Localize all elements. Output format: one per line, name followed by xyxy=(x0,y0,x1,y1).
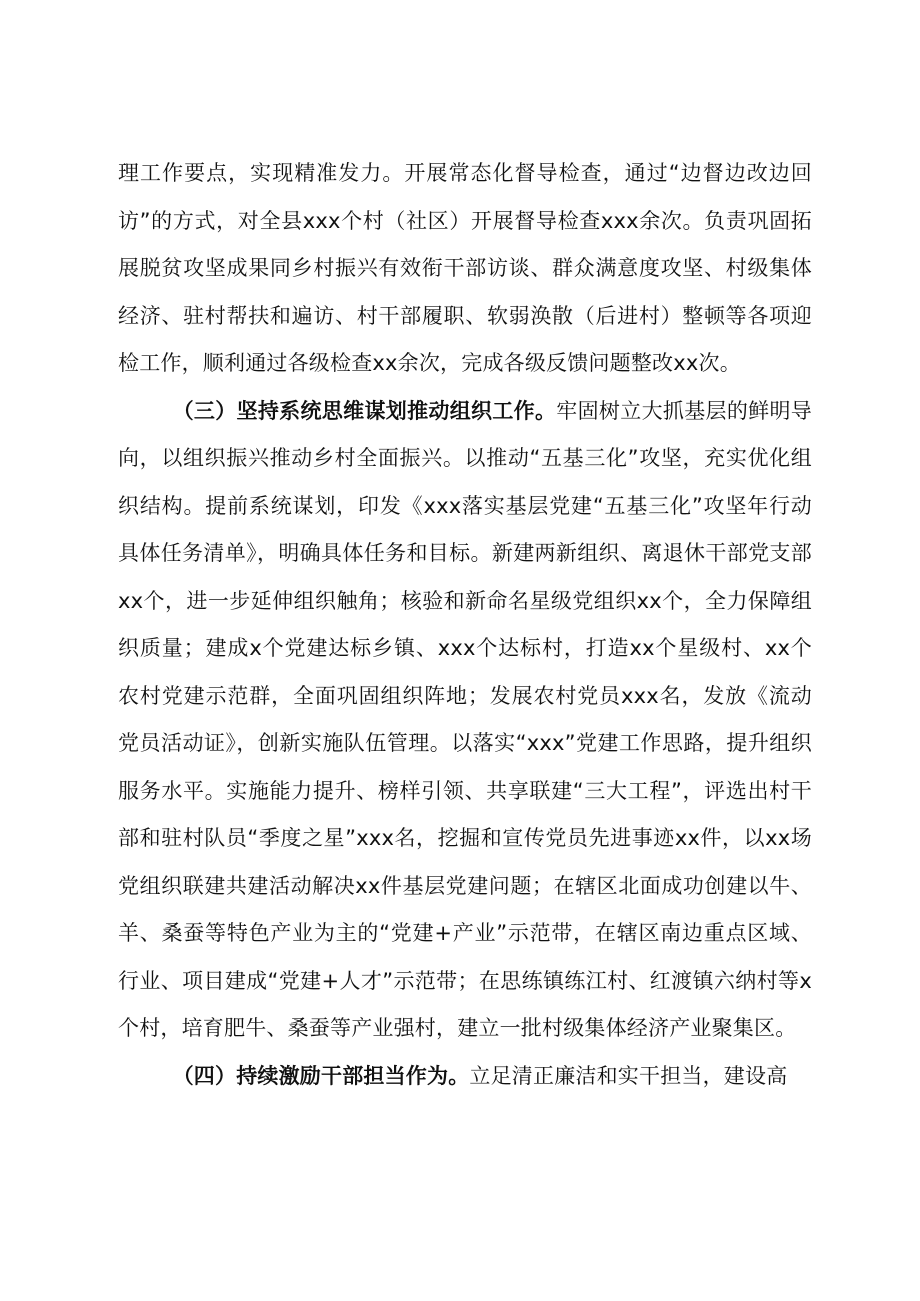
paragraph-text: 立足清正廉洁和实干担当，建设高 xyxy=(469,1063,788,1088)
paragraph-text: 牢固树立大抓基层的鲜明导向，以组织振兴推动乡村全面振兴。以推动“五基三化”攻坚，充实优化组织结构。提前系统谋划，印发《xxx落实基层党建“五基三化”攻坚年行动具体任务清单》，明确具体任务和目标。新建两新组织、离退休干部党支部xx个，进一步延伸组织触角；核验和新命名星级党组织xx个，全力保障组织质量；建成x个党建达标乡镇、xxx个达标村，打造xx个星级村、xx个农村党建示范群，全面巩固组织阵地；发展农村党员xxx名，发放《流动党员活动证》，创新实施队伍管理。以落实“xxx”党建工作思路，提升组织服务水平。实施能力提升、榜样引领、共享联建“三大工程”，评选出村干部和驻村队员“季度之星”xxx名，挖掘和宣传党员先进事迹xx件，以xx场党组织联建共建活动解决xx件基层党建问题；在辖区北面成功创建以牛、羊、桑蚕等特色产业为主的“党建+产业”示范带，在辖区南边重点区域、行业、项目建成“党建+人才”示范带；在思练镇练江村、红渡镇六纳村等x个村，培育肥牛、桑蚕等产业强村，建立一批村级集体经济产业聚集区。 xyxy=(118,398,812,1040)
document-body xyxy=(118,150,812,1100)
section-heading: （三）坚持系统思维谋划推动组织工作。 xyxy=(172,398,557,423)
paragraph-section-three xyxy=(118,388,812,1053)
paragraph-text: 理工作要点，实现精准发力。开展常态化督导检查，通过“边督边改边回访”的方式，对全县xxx个村（社区）开展督导检查xxx余次。负责巩固拓展脱贫攻坚成果同乡村振兴有效衔干部访谈、群众满意度攻坚、村级集体经济、驻村帮扶和遍访、村干部履职、软弱涣散（后进村）整顿等各项迎检工作，顺利通过各级检查xx余次，完成各级反馈问题整改xx次。 xyxy=(118,161,812,375)
paragraph-section-four xyxy=(118,1053,812,1101)
paragraph-continuation xyxy=(118,150,812,388)
section-heading: （四）持续激励干部担当作为。 xyxy=(172,1063,470,1088)
